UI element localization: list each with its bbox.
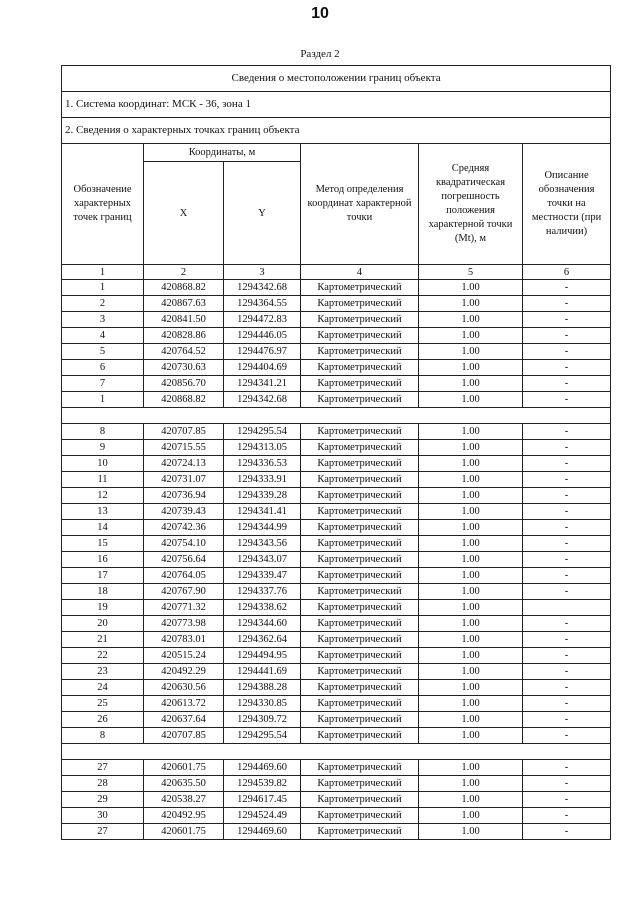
y-coordinate-cell: 1294476.97 bbox=[224, 344, 301, 360]
table-row bbox=[62, 456, 611, 472]
description-cell: - bbox=[523, 632, 611, 648]
x-coordinate-cell: 420637.64 bbox=[144, 712, 224, 728]
precision-cell: 1.00 bbox=[419, 488, 523, 504]
y-coordinate-cell: 1294469.60 bbox=[224, 760, 301, 776]
precision-cell: 1.00 bbox=[419, 520, 523, 536]
table-row bbox=[62, 280, 611, 296]
table-row bbox=[62, 312, 611, 328]
y-coordinate-cell: 1294404.69 bbox=[224, 360, 301, 376]
point-number-cell: 14 bbox=[62, 520, 144, 536]
precision-cell: 1.00 bbox=[419, 648, 523, 664]
x-coordinate-cell: 420767.90 bbox=[144, 584, 224, 600]
table-row bbox=[62, 424, 611, 440]
precision-cell: 1.00 bbox=[419, 328, 523, 344]
y-coordinate-cell: 1294330.85 bbox=[224, 696, 301, 712]
y-coordinate-cell: 1294295.54 bbox=[224, 424, 301, 440]
table-row bbox=[62, 520, 611, 536]
header-description: Описание обозначения точки на местности (при наличии) bbox=[523, 144, 611, 265]
method-cell: Картометрический bbox=[301, 632, 419, 648]
table-row bbox=[62, 600, 611, 616]
method-cell: Картометрический bbox=[301, 456, 419, 472]
method-cell: Картометрический bbox=[301, 664, 419, 680]
header-precision: Средняя квадратическая погрешность положения характерной точки (Mt), м bbox=[419, 144, 523, 265]
method-cell: Картометрический bbox=[301, 728, 419, 744]
point-number-cell: 16 bbox=[62, 552, 144, 568]
description-cell: - bbox=[523, 536, 611, 552]
description-cell: - bbox=[523, 760, 611, 776]
y-coordinate-cell: 1294309.72 bbox=[224, 712, 301, 728]
column-number: 3 bbox=[224, 265, 301, 280]
description-cell: - bbox=[523, 312, 611, 328]
y-coordinate-cell: 1294344.60 bbox=[224, 616, 301, 632]
precision-cell: 1.00 bbox=[419, 696, 523, 712]
description-cell: - bbox=[523, 584, 611, 600]
x-coordinate-cell: 420739.43 bbox=[144, 504, 224, 520]
precision-cell: 1.00 bbox=[419, 456, 523, 472]
point-number-cell: 19 bbox=[62, 600, 144, 616]
point-number-cell: 8 bbox=[62, 728, 144, 744]
method-cell: Картометрический bbox=[301, 568, 419, 584]
section-label: Раздел 2 bbox=[300, 48, 340, 60]
table-row bbox=[62, 760, 611, 776]
precision-cell: 1.00 bbox=[419, 664, 523, 680]
method-cell: Картометрический bbox=[301, 792, 419, 808]
point-number-cell: 20 bbox=[62, 616, 144, 632]
method-cell: Картометрический bbox=[301, 776, 419, 792]
header-coords-group: Координаты, м bbox=[144, 144, 301, 162]
y-coordinate-cell: 1294313.05 bbox=[224, 440, 301, 456]
x-coordinate-cell: 420730.63 bbox=[144, 360, 224, 376]
precision-cell: 1.00 bbox=[419, 280, 523, 296]
precision-cell: 1.00 bbox=[419, 392, 523, 408]
method-cell: Картометрический bbox=[301, 808, 419, 824]
table-row bbox=[62, 792, 611, 808]
point-number-cell: 8 bbox=[62, 424, 144, 440]
description-cell: - bbox=[523, 792, 611, 808]
precision-cell: 1.00 bbox=[419, 712, 523, 728]
precision-cell: 1.00 bbox=[419, 424, 523, 440]
y-coordinate-cell: 1294362.64 bbox=[224, 632, 301, 648]
description-cell: - bbox=[523, 344, 611, 360]
x-coordinate-cell: 420538.27 bbox=[144, 792, 224, 808]
description-cell: - bbox=[523, 280, 611, 296]
point-number-cell: 28 bbox=[62, 776, 144, 792]
x-coordinate-cell: 420867.63 bbox=[144, 296, 224, 312]
method-cell: Картометрический bbox=[301, 472, 419, 488]
description-cell: - bbox=[523, 712, 611, 728]
description-cell: - bbox=[523, 552, 611, 568]
table-row bbox=[62, 472, 611, 488]
table-row bbox=[62, 776, 611, 792]
x-coordinate-cell: 420783.01 bbox=[144, 632, 224, 648]
x-coordinate-cell: 420724.13 bbox=[144, 456, 224, 472]
description-cell: - bbox=[523, 360, 611, 376]
description-cell: - bbox=[523, 776, 611, 792]
table-row bbox=[62, 440, 611, 456]
precision-cell: 1.00 bbox=[419, 824, 523, 840]
precision-cell: 1.00 bbox=[419, 600, 523, 616]
description-cell: - bbox=[523, 488, 611, 504]
x-coordinate-cell: 420773.98 bbox=[144, 616, 224, 632]
method-cell: Картометрический bbox=[301, 280, 419, 296]
method-cell: Картометрический bbox=[301, 680, 419, 696]
table-row bbox=[62, 568, 611, 584]
point-number-cell: 27 bbox=[62, 760, 144, 776]
description-cell: - bbox=[523, 664, 611, 680]
table-row bbox=[62, 824, 611, 840]
table-row bbox=[62, 488, 611, 504]
x-coordinate-cell: 420601.75 bbox=[144, 760, 224, 776]
description-cell: - bbox=[523, 456, 611, 472]
points-line: 2. Сведения о характерных точках границ объекта bbox=[62, 118, 611, 144]
point-number-cell: 12 bbox=[62, 488, 144, 504]
method-cell: Картометрический bbox=[301, 440, 419, 456]
point-number-cell: 30 bbox=[62, 808, 144, 824]
header-method: Метод определения координат характерной точки bbox=[301, 144, 419, 265]
x-coordinate-cell: 420707.85 bbox=[144, 424, 224, 440]
table-row bbox=[62, 296, 611, 312]
description-cell: - bbox=[523, 728, 611, 744]
x-coordinate-cell: 420764.05 bbox=[144, 568, 224, 584]
precision-cell: 1.00 bbox=[419, 728, 523, 744]
y-coordinate-cell: 1294338.62 bbox=[224, 600, 301, 616]
x-coordinate-cell: 420756.64 bbox=[144, 552, 224, 568]
page-number: 10 bbox=[311, 5, 329, 22]
precision-cell: 1.00 bbox=[419, 296, 523, 312]
table-row bbox=[62, 808, 611, 824]
method-cell: Картометрический bbox=[301, 584, 419, 600]
table-row bbox=[62, 392, 611, 408]
method-cell: Картометрический bbox=[301, 296, 419, 312]
x-coordinate-cell: 420515.24 bbox=[144, 648, 224, 664]
point-number-cell: 17 bbox=[62, 568, 144, 584]
precision-cell: 1.00 bbox=[419, 552, 523, 568]
precision-cell: 1.00 bbox=[419, 584, 523, 600]
method-cell: Картометрический bbox=[301, 376, 419, 392]
point-number-cell: 1 bbox=[62, 392, 144, 408]
method-cell: Картометрический bbox=[301, 712, 419, 728]
boundary-sheet bbox=[61, 65, 610, 840]
method-cell: Картометрический bbox=[301, 424, 419, 440]
point-number-cell: 25 bbox=[62, 696, 144, 712]
coord-system-line: 1. Система координат: МСК - 36, зона 1 bbox=[62, 92, 611, 118]
point-number-cell: 23 bbox=[62, 664, 144, 680]
description-cell: - bbox=[523, 520, 611, 536]
column-number: 5 bbox=[419, 265, 523, 280]
description-cell: - bbox=[523, 440, 611, 456]
method-cell: Картометрический bbox=[301, 488, 419, 504]
x-coordinate-cell: 420868.82 bbox=[144, 392, 224, 408]
y-coordinate-cell: 1294337.76 bbox=[224, 584, 301, 600]
method-cell: Картометрический bbox=[301, 616, 419, 632]
description-cell: - bbox=[523, 328, 611, 344]
precision-cell: 1.00 bbox=[419, 776, 523, 792]
y-coordinate-cell: 1294344.99 bbox=[224, 520, 301, 536]
method-cell: Картометрический bbox=[301, 824, 419, 840]
precision-cell: 1.00 bbox=[419, 760, 523, 776]
y-coordinate-cell: 1294469.60 bbox=[224, 824, 301, 840]
boundary-points-table bbox=[61, 65, 611, 840]
y-coordinate-cell: 1294342.68 bbox=[224, 392, 301, 408]
description-cell: - bbox=[523, 824, 611, 840]
y-coordinate-cell: 1294441.69 bbox=[224, 664, 301, 680]
x-coordinate-cell: 420492.95 bbox=[144, 808, 224, 824]
description-cell: - bbox=[523, 504, 611, 520]
method-cell: Картометрический bbox=[301, 552, 419, 568]
y-coordinate-cell: 1294494.95 bbox=[224, 648, 301, 664]
y-coordinate-cell: 1294342.68 bbox=[224, 280, 301, 296]
point-number-cell: 18 bbox=[62, 584, 144, 600]
table-row bbox=[62, 328, 611, 344]
precision-cell: 1.00 bbox=[419, 440, 523, 456]
point-number-cell: 13 bbox=[62, 504, 144, 520]
method-cell: Картометрический bbox=[301, 328, 419, 344]
description-cell: - bbox=[523, 376, 611, 392]
table-row bbox=[62, 616, 611, 632]
method-cell: Картометрический bbox=[301, 648, 419, 664]
table-row bbox=[62, 648, 611, 664]
header-point-label: Обозначение характерных точек границ bbox=[62, 144, 144, 265]
table-row bbox=[62, 728, 611, 744]
method-cell: Картометрический bbox=[301, 520, 419, 536]
description-cell: - bbox=[523, 616, 611, 632]
table-row bbox=[62, 584, 611, 600]
separator-cell bbox=[62, 408, 611, 424]
x-coordinate-cell: 420731.07 bbox=[144, 472, 224, 488]
method-cell: Картометрический bbox=[301, 344, 419, 360]
x-coordinate-cell: 420856.70 bbox=[144, 376, 224, 392]
point-number-cell: 27 bbox=[62, 824, 144, 840]
y-coordinate-cell: 1294364.55 bbox=[224, 296, 301, 312]
precision-cell: 1.00 bbox=[419, 344, 523, 360]
y-coordinate-cell: 1294539.82 bbox=[224, 776, 301, 792]
point-number-cell: 21 bbox=[62, 632, 144, 648]
precision-cell: 1.00 bbox=[419, 312, 523, 328]
y-coordinate-cell: 1294343.07 bbox=[224, 552, 301, 568]
separator-cell bbox=[62, 744, 611, 760]
table-row bbox=[62, 664, 611, 680]
y-coordinate-cell: 1294472.83 bbox=[224, 312, 301, 328]
point-number-cell: 1 bbox=[62, 280, 144, 296]
y-coordinate-cell: 1294341.21 bbox=[224, 376, 301, 392]
contour-separator-row bbox=[62, 744, 611, 760]
y-coordinate-cell: 1294341.41 bbox=[224, 504, 301, 520]
method-cell: Картометрический bbox=[301, 312, 419, 328]
point-number-cell: 29 bbox=[62, 792, 144, 808]
x-coordinate-cell: 420736.94 bbox=[144, 488, 224, 504]
point-number-cell: 5 bbox=[62, 344, 144, 360]
x-coordinate-cell: 420492.29 bbox=[144, 664, 224, 680]
method-cell: Картометрический bbox=[301, 760, 419, 776]
table-row bbox=[62, 680, 611, 696]
description-cell: - bbox=[523, 808, 611, 824]
table-row bbox=[62, 632, 611, 648]
x-coordinate-cell: 420601.75 bbox=[144, 824, 224, 840]
description-cell: - bbox=[523, 648, 611, 664]
point-number-cell: 7 bbox=[62, 376, 144, 392]
description-cell: - bbox=[523, 472, 611, 488]
precision-cell: 1.00 bbox=[419, 792, 523, 808]
precision-cell: 1.00 bbox=[419, 616, 523, 632]
column-number: 4 bbox=[301, 265, 419, 280]
precision-cell: 1.00 bbox=[419, 472, 523, 488]
x-coordinate-cell: 420715.55 bbox=[144, 440, 224, 456]
description-cell: - bbox=[523, 680, 611, 696]
precision-cell: 1.00 bbox=[419, 376, 523, 392]
description-cell: - bbox=[523, 296, 611, 312]
column-number: 2 bbox=[144, 265, 224, 280]
x-coordinate-cell: 420754.10 bbox=[144, 536, 224, 552]
header-x: X bbox=[144, 162, 224, 265]
x-coordinate-cell: 420828.86 bbox=[144, 328, 224, 344]
table-row bbox=[62, 536, 611, 552]
x-coordinate-cell: 420841.50 bbox=[144, 312, 224, 328]
point-number-cell: 24 bbox=[62, 680, 144, 696]
point-number-cell: 26 bbox=[62, 712, 144, 728]
y-coordinate-cell: 1294343.56 bbox=[224, 536, 301, 552]
y-coordinate-cell: 1294333.91 bbox=[224, 472, 301, 488]
x-coordinate-cell: 420771.32 bbox=[144, 600, 224, 616]
description-cell: - bbox=[523, 392, 611, 408]
table-row bbox=[62, 376, 611, 392]
y-coordinate-cell: 1294617.45 bbox=[224, 792, 301, 808]
precision-cell: 1.00 bbox=[419, 568, 523, 584]
y-coordinate-cell: 1294339.28 bbox=[224, 488, 301, 504]
point-number-cell: 10 bbox=[62, 456, 144, 472]
table-row bbox=[62, 552, 611, 568]
method-cell: Картометрический bbox=[301, 392, 419, 408]
point-number-cell: 2 bbox=[62, 296, 144, 312]
table-row bbox=[62, 504, 611, 520]
column-number: 6 bbox=[523, 265, 611, 280]
method-cell: Картометрический bbox=[301, 696, 419, 712]
y-coordinate-cell: 1294446.05 bbox=[224, 328, 301, 344]
precision-cell: 1.00 bbox=[419, 536, 523, 552]
contour-separator-row bbox=[62, 408, 611, 424]
x-coordinate-cell: 420630.56 bbox=[144, 680, 224, 696]
precision-cell: 1.00 bbox=[419, 504, 523, 520]
point-number-cell: 4 bbox=[62, 328, 144, 344]
point-number-cell: 6 bbox=[62, 360, 144, 376]
point-number-cell: 9 bbox=[62, 440, 144, 456]
x-coordinate-cell: 420707.85 bbox=[144, 728, 224, 744]
description-cell: - bbox=[523, 424, 611, 440]
precision-cell: 1.00 bbox=[419, 808, 523, 824]
x-coordinate-cell: 420764.52 bbox=[144, 344, 224, 360]
y-coordinate-cell: 1294524.49 bbox=[224, 808, 301, 824]
point-number-cell: 3 bbox=[62, 312, 144, 328]
description-cell: - bbox=[523, 696, 611, 712]
method-cell: Картометрический bbox=[301, 360, 419, 376]
method-cell: Картометрический bbox=[301, 504, 419, 520]
table-row bbox=[62, 360, 611, 376]
precision-cell: 1.00 bbox=[419, 360, 523, 376]
method-cell: Картометрический bbox=[301, 600, 419, 616]
column-number: 1 bbox=[62, 265, 144, 280]
point-number-cell: 22 bbox=[62, 648, 144, 664]
table-row bbox=[62, 344, 611, 360]
y-coordinate-cell: 1294336.53 bbox=[224, 456, 301, 472]
precision-cell: 1.00 bbox=[419, 680, 523, 696]
y-coordinate-cell: 1294295.54 bbox=[224, 728, 301, 744]
table-row bbox=[62, 712, 611, 728]
column-number-row bbox=[62, 265, 611, 280]
method-cell: Картометрический bbox=[301, 536, 419, 552]
table-title: Сведения о местоположении границ объекта bbox=[62, 66, 611, 92]
precision-cell: 1.00 bbox=[419, 632, 523, 648]
y-coordinate-cell: 1294339.47 bbox=[224, 568, 301, 584]
x-coordinate-cell: 420635.50 bbox=[144, 776, 224, 792]
x-coordinate-cell: 420613.72 bbox=[144, 696, 224, 712]
x-coordinate-cell: 420868.82 bbox=[144, 280, 224, 296]
point-number-cell: 11 bbox=[62, 472, 144, 488]
header-y: Y bbox=[224, 162, 301, 265]
table-row bbox=[62, 696, 611, 712]
x-coordinate-cell: 420742.36 bbox=[144, 520, 224, 536]
y-coordinate-cell: 1294388.28 bbox=[224, 680, 301, 696]
description-cell bbox=[523, 600, 611, 616]
description-cell: - bbox=[523, 568, 611, 584]
point-number-cell: 15 bbox=[62, 536, 144, 552]
